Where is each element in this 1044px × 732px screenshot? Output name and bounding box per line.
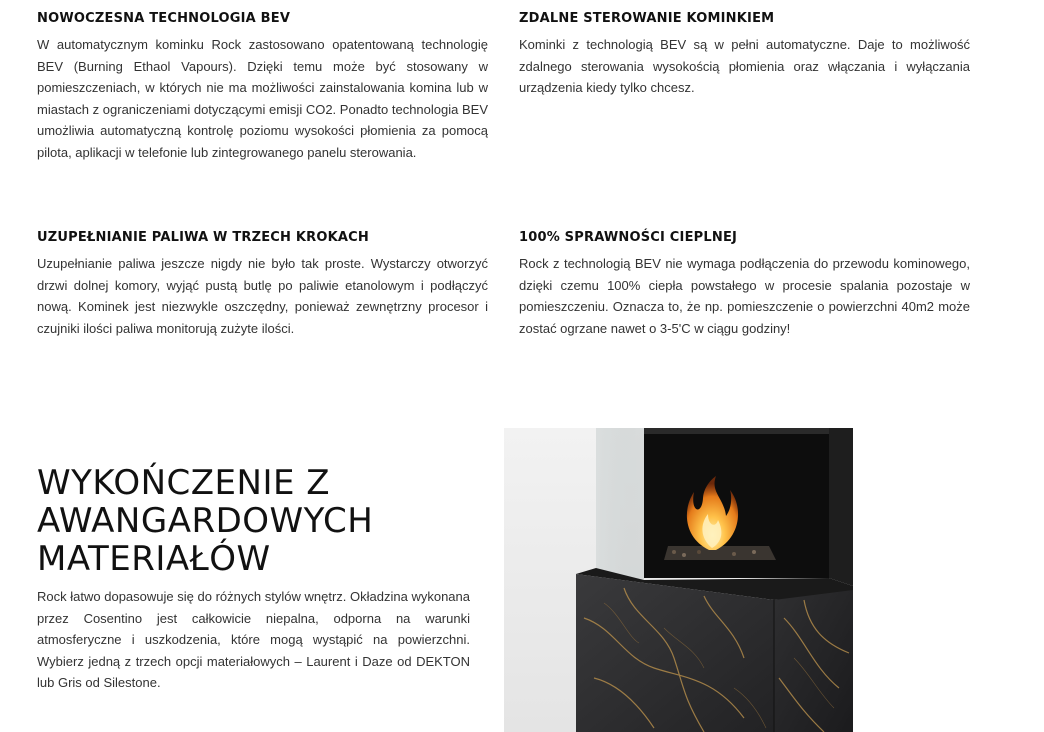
fireplace-product-image	[504, 428, 853, 732]
feature-text: Uzupełnianie paliwa jeszcze nigdy nie było tak proste. Wystarczy otworzyć drzwi dolnej komory, wyjąć pustą butlę po paliwie etanolowym i podłączyć nową. Kominek jest niezwykle oszczędny, ponieważ zewnętrzny procesor i czujniki ilości paliwa monitorują zużyte ilości.	[37, 256, 488, 336]
feature-heat-efficiency	[519, 230, 970, 339]
feature-text: Rock z technologią BEV nie wymaga podłączenia do przewodu kominowego, dzięki czemu 100% ciepła powstałego w procesie spalania pozostaje w pomieszczeniu. Oznacza to, że np. pomieszczenie o powierzchni 40m2 może zostać ogrzane nawet o 3-5'C w ciągu godziny!	[519, 256, 970, 336]
finish-heading: WYKOŃCZENIE Z AWANGARDOWYCH MATERIAŁÓW	[37, 463, 374, 579]
feature-title: UZUPEŁNIANIE PALIWA W TRZECH KROKACH	[37, 230, 369, 245]
feature-fuel-refill	[37, 230, 488, 339]
feature-text: W automatycznym kominku Rock zastosowano opatentowaną technologię BEV (Burning Ethaol Vapours). Dzięki temu może być stosowany w pomieszczeniach, w których nie ma możliwości zainstalowania komina lub w miastach z ograniczeniami dotyczącymi emisji CO2. Ponadto technologia BEV umożliwia automatyczną kontrolę poziomu wysokości płomienia za pomocą pilota, aplikacji w telefonie lub zintegrowanego panelu sterowania.	[37, 37, 488, 160]
feature-bev-technology	[37, 11, 488, 164]
finish-text: Rock łatwo dopasowuje się do różnych stylów wnętrz. Okładzina wykonana przez Cosentino jest całkowicie niepalna, odporna na warunki atmosferyczne i uszkodzenia, które mogą wystąpić na powierzchni. Wybierz jedną z trzech opcji materiałowych – Laurent i Daze od DEKTON lub Gris od Silestone.	[37, 589, 470, 691]
finish-section	[37, 464, 470, 694]
feature-text: Kominki z technologią BEV są w pełni automatyczne. Daje to możliwość zdalnego sterowania wysokością płomienia oraz włączania i wyłączania urządzenia kiedy tylko chcesz.	[519, 37, 970, 96]
feature-title: ZDALNE STEROWANIE KOMINKIEM	[519, 11, 775, 26]
feature-title: NOWOCZESNA TECHNOLOGIA BEV	[37, 11, 291, 26]
feature-title: 100% SPRAWNOŚCI CIEPLNEJ	[519, 230, 738, 245]
feature-remote-control	[519, 11, 970, 99]
